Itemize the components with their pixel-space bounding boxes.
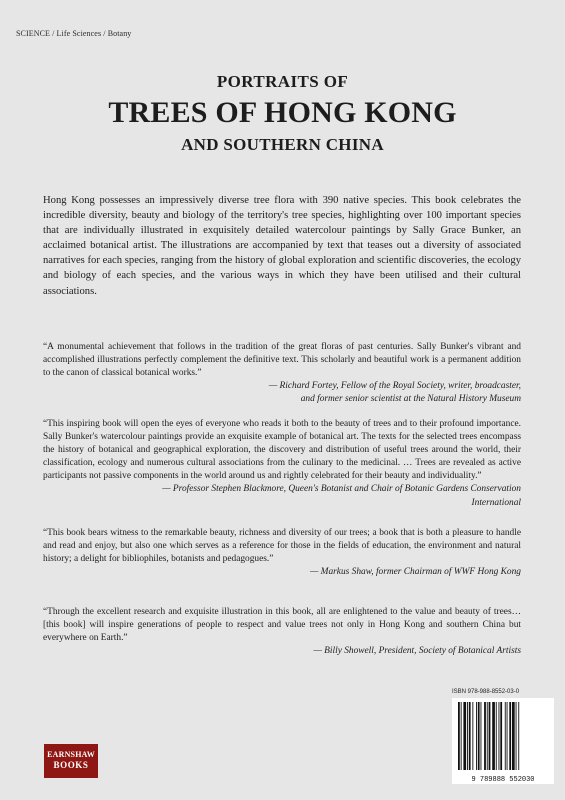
quote-4 [43,606,521,658]
book-description: Hong Kong possesses an impressively diverse tree flora with 390 native species. This book celebrates the incredible diversity, beauty and biology of the territory's tree species, highlighting over 100 important species that are individually illustrated in exquisitely detailed watercolour paintings by Sally Grace Bunker, an acclaimed botanical artist. The illustrations are accompanied by text that teases out a diversity of associated narratives for each species, ranging from the history of global exploration and scientific discoveries, the ecology and biology of each species, and the various ways in which they have been utilised and their cultural associations. [43,195,521,297]
barcode-bar [500,702,502,770]
barcode-bar [489,702,491,770]
barcode-bar [512,702,515,770]
quote-3-attribution: — Markus Shaw, former Chairman of WWF Hong Kong [309,567,521,578]
barcode-bar [507,702,508,770]
quote-2-attribution-cont: International [471,497,521,508]
barcode-bar [484,702,486,770]
barcode-bar [499,702,500,770]
category-label: SCIENCE / Life Sciences / Botany [16,29,132,38]
quote-2-attribution: — Professor Stephen Blackmore, Queen's Botanist and Chair of Botanic Gardens Conservation [162,484,521,495]
barcode-bar [478,702,480,770]
barcode-bar [463,702,466,770]
barcode-bar [458,702,460,770]
barcode-bar [481,702,482,770]
barcode [452,698,554,784]
quote-1-attribution-cont: and former senior scientist at the Natural History Museum [300,394,521,405]
book-title [0,72,565,155]
barcode-bar [496,702,497,770]
quote-3-text: “This book bears witness to the remarkable beauty, richness and diversity of our trees; a book that is both a pleasure to handle and read and enjoy, but also one which serves as a reference for those in the fields of education, the environment and natural history; a delight for bibliophiles, botanists and pedagogues.” [43,528,521,565]
barcode-bar [476,702,477,770]
publisher-name-line-1: EARNSHAW [47,750,95,759]
barcode-bar [516,702,517,770]
quote-2 [43,418,521,510]
title-line-3: AND SOUTHERN CHINA [181,135,384,154]
quote-4-text: “Through the excellent research and exquisite illustration in this book, all are enlightened to the value and beauty of trees… [this book] will inspire generations of people to respect and value trees not only in Hong Kong and southern China but everywhere on Earth.” [43,607,521,644]
quote-2-text: “This inspiring book will open the eyes of everyone who reads it both to the beauty of trees and to their profound importance. Sally Bunker's watercolour paintings provide an exquisite example of botanical art. The texts for the selected trees encompass the history of botanical and geographical exploration, the discovery and distribution of useful trees around the world, their classification, ecology and numerous cultural associations from the culinary to the medicinal. … Trees are revealed as active participants not passive components in the world around us and rightly celebrated for their beauty and individuality.” [43,419,521,482]
quote-3 [43,527,521,579]
barcode-bar [509,702,511,770]
barcode-bar [469,702,471,770]
quote-1 [43,341,521,406]
title-line-1: PORTRAITS OF [216,72,349,91]
quote-4-attribution: — Billy Showell, President, Society of Botanical Artists [313,646,521,657]
barcode-bar [518,702,519,770]
barcode-bar [492,702,495,770]
quote-1-text: “A monumental achievement that follows in the tradition of the great floras of past centuries. Sally Bunker's vibrant and accomplished illustrations perfectly complement the definitive text. This scholarly and beautiful work is a permanent addition to the canon of classical botanical works.” [43,342,521,379]
publisher-name-line-2: BOOKS [53,760,89,770]
barcode-bar [505,702,506,770]
barcode-bar [472,702,473,770]
barcode-bar [461,702,462,770]
barcode-bar [467,702,468,770]
isbn-label: ISBN 978-988-8552-03-0 [452,689,520,695]
barcode-bar [487,702,488,770]
barcode-digits: 9 789888 552030 [471,776,535,784]
publisher-logo [44,744,98,778]
quote-1-attribution: — Richard Fortey, Fellow of the Royal Society, writer, broadcaster, [268,381,521,392]
title-line-2: TREES OF HONG KONG [108,96,457,129]
